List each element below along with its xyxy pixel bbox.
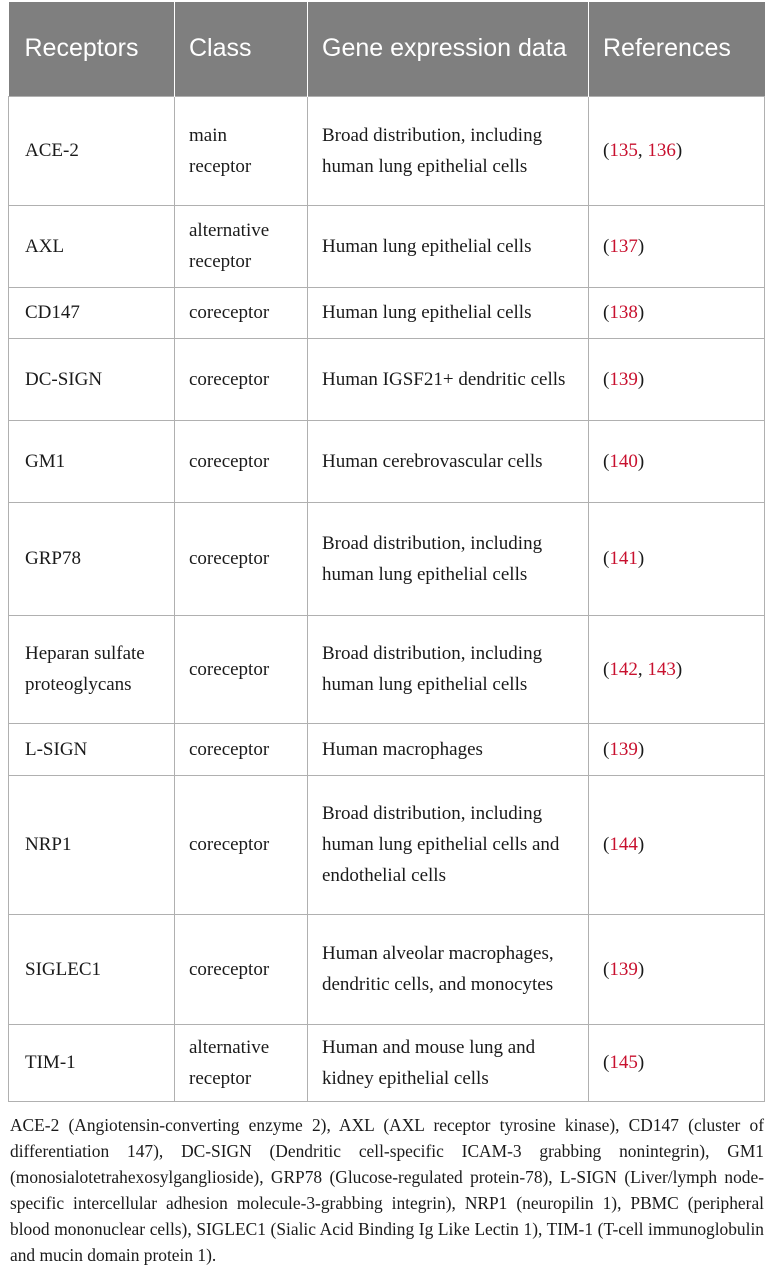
table-row bbox=[9, 615, 765, 723]
references-cell: (137) bbox=[589, 205, 765, 287]
expression-cell: Human macrophages bbox=[308, 723, 589, 775]
table-row bbox=[9, 914, 765, 1024]
reference-link[interactable]: 140 bbox=[609, 450, 638, 472]
receptor-cell: GM1 bbox=[9, 420, 175, 502]
table-row bbox=[9, 1024, 765, 1101]
reference-link[interactable]: 143 bbox=[647, 658, 676, 680]
table-header bbox=[9, 2, 765, 96]
class-cell: coreceptor bbox=[175, 615, 308, 723]
receptor-cell: DC-SIGN bbox=[9, 338, 175, 420]
expression-cell: Broad distribution, including human lung epithelial cells and endothelial cells bbox=[308, 775, 589, 914]
table-row bbox=[9, 723, 765, 775]
reference-link[interactable]: 139 bbox=[609, 368, 638, 390]
header-class: Class bbox=[175, 2, 308, 96]
references-cell: (139) bbox=[589, 723, 765, 775]
reference-link[interactable]: 145 bbox=[609, 1052, 638, 1073]
class-cell: alternative receptor bbox=[175, 205, 308, 287]
references-cell: (141) bbox=[589, 502, 765, 615]
class-cell: main receptor bbox=[175, 96, 308, 205]
table-row bbox=[9, 96, 765, 205]
reference-link[interactable]: 139 bbox=[609, 738, 638, 760]
receptor-table bbox=[8, 2, 765, 1102]
references-cell: (140) bbox=[589, 420, 765, 502]
receptor-cell: GRP78 bbox=[9, 502, 175, 615]
class-cell: coreceptor bbox=[175, 502, 308, 615]
table-row bbox=[9, 502, 765, 615]
reference-link[interactable]: 142 bbox=[609, 658, 638, 680]
expression-cell: Broad distribution, including human lung epithelial cells bbox=[308, 502, 589, 615]
header-gene-expression: Gene expression data bbox=[308, 2, 589, 96]
table-row bbox=[9, 420, 765, 502]
table-row bbox=[9, 775, 765, 914]
reference-link[interactable]: 137 bbox=[609, 235, 638, 257]
references-cell: (139) bbox=[589, 914, 765, 1024]
references-cell: (142, 143) bbox=[589, 615, 765, 723]
class-cell: coreceptor bbox=[175, 775, 308, 914]
reference-link[interactable]: 144 bbox=[609, 834, 638, 855]
expression-cell: Broad distribution, including human lung epithelial cells bbox=[308, 615, 589, 723]
class-cell: coreceptor bbox=[175, 723, 308, 775]
table-row bbox=[9, 205, 765, 287]
receptor-cell: AXL bbox=[9, 205, 175, 287]
receptor-cell: L-SIGN bbox=[9, 723, 175, 775]
references-cell: (139) bbox=[589, 338, 765, 420]
references-cell: (135, 136) bbox=[589, 96, 765, 205]
receptor-cell: SIGLEC1 bbox=[9, 914, 175, 1024]
reference-link[interactable]: 141 bbox=[609, 548, 638, 569]
reference-link[interactable]: 138 bbox=[609, 302, 638, 323]
receptor-cell: TIM-1 bbox=[9, 1024, 175, 1101]
receptor-cell: NRP1 bbox=[9, 775, 175, 914]
receptor-cell: Heparan sulfate proteoglycans bbox=[9, 615, 175, 723]
references-cell: (145) bbox=[589, 1024, 765, 1101]
class-cell: alternative receptor bbox=[175, 1024, 308, 1101]
class-cell: coreceptor bbox=[175, 914, 308, 1024]
references-cell: (138) bbox=[589, 287, 765, 338]
reference-link[interactable]: 139 bbox=[609, 958, 638, 980]
table-footnote: ACE-2 (Angiotensin-converting enzyme 2), AXL (AXL receptor tyrosine kinase), CD147 (cluster of differentiation 147), DC-SIGN (Dendritic cell-specific ICAM-3 grabbing nonintegrin), GM1 (monosialotetrahexosylganglioside), GRP78 (Glucose-regulated protein-78), L-SIGN (Liver/lymph node-specific intercellular adhesion molecule-3-grabbing integrin), NRP1 (neuropilin 1), PBMC (peripheral blood mononuclear cells), SIGLEC1 (Sialic Acid Binding Ig Like Lectin 1), TIM-1 (T-cell immunoglobulin and mucin domain protein 1). bbox=[10, 1114, 764, 1265]
expression-cell: Human lung epithelial cells bbox=[308, 287, 589, 338]
header-references: References bbox=[589, 2, 765, 96]
header-receptors: Receptors bbox=[24, 34, 139, 63]
receptor-cell: CD147 bbox=[9, 287, 175, 338]
header-row bbox=[9, 2, 765, 96]
expression-cell: Human IGSF21+ dendritic cells bbox=[308, 338, 589, 420]
class-cell: coreceptor bbox=[175, 420, 308, 502]
expression-cell: Broad distribution, including human lung epithelial cells bbox=[308, 96, 589, 205]
expression-cell: Human lung epithelial cells bbox=[308, 205, 589, 287]
reference-link[interactable]: 135 bbox=[609, 140, 638, 161]
class-cell: coreceptor bbox=[175, 338, 308, 420]
table-row bbox=[9, 338, 765, 420]
table-body bbox=[9, 96, 765, 1101]
reference-link[interactable]: 136 bbox=[647, 140, 676, 161]
expression-cell: Human cerebrovascular cells bbox=[308, 420, 589, 502]
expression-cell: Human and mouse lung and kidney epithelial cells bbox=[308, 1024, 589, 1101]
table-row bbox=[9, 287, 765, 338]
class-cell: coreceptor bbox=[175, 287, 308, 338]
expression-cell: Human alveolar macrophages, dendritic cells, and monocytes bbox=[308, 914, 589, 1024]
references-cell: (144) bbox=[589, 775, 765, 914]
receptor-cell: ACE-2 bbox=[9, 96, 175, 205]
